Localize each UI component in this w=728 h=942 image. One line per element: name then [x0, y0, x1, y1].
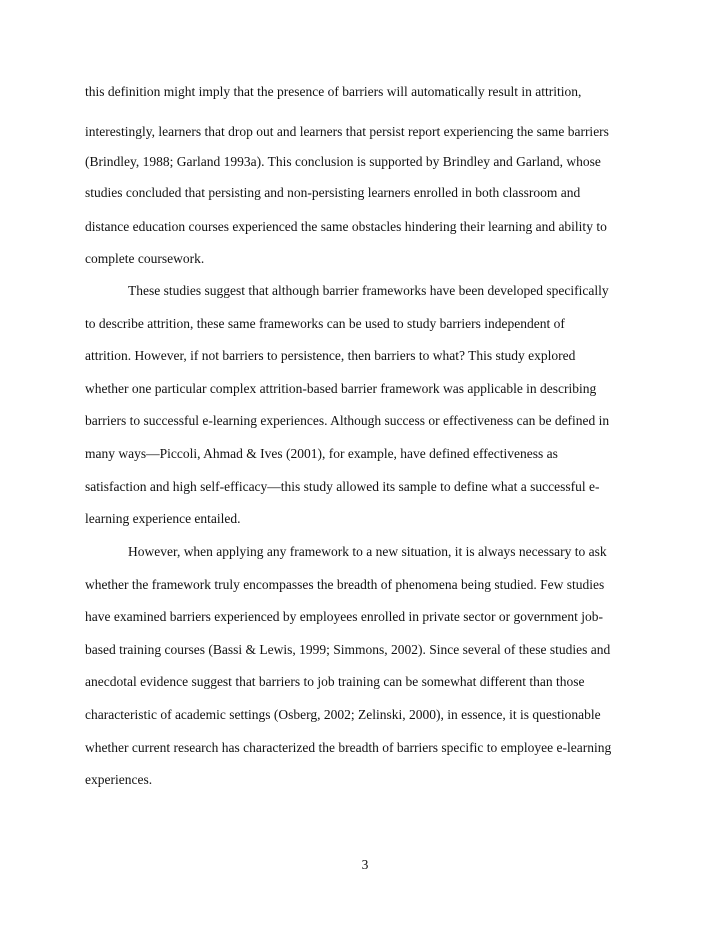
- text-line: have examined barriers experienced by employees enrolled in private sector or government job-: [85, 609, 604, 624]
- text-line: attrition. However, if not barriers to persistence, then barriers to what? This study explored: [85, 348, 576, 363]
- text-line: learning experience entailed.: [85, 511, 241, 526]
- text-line: to describe attrition, these same frameworks can be used to study barriers independent of: [85, 316, 565, 331]
- text-line: complete coursework.: [85, 251, 205, 266]
- text-line: many ways—Piccoli, Ahmad & Ives (2001), for example, have defined effectiveness as: [85, 446, 558, 461]
- paragraph-first-line: However, when applying any framework to a new situation, it is always necessary to ask: [128, 544, 607, 559]
- text-line: barriers to successful e-learning experiences. Although success or effectiveness can be defined in: [85, 413, 610, 428]
- text-line: anecdotal evidence suggest that barriers to job training can be somewhat different than those: [85, 674, 585, 689]
- text-line: whether one particular complex attrition-based barrier framework was applicable in describing: [85, 381, 597, 396]
- text-line: studies concluded that persisting and non-persisting learners enrolled in both classroom and: [85, 185, 581, 200]
- paragraph-first-line: These studies suggest that although barrier frameworks have been developed specifically: [128, 283, 609, 298]
- text-line: characteristic of academic settings (Osberg, 2002; Zelinski, 2000), in essence, it is questionable: [85, 707, 601, 722]
- text-line: satisfaction and high self-efficacy—this study allowed its sample to define what a successful e-: [85, 479, 600, 494]
- page-number: 3: [361, 857, 369, 872]
- text-line: (Brindley, 1988; Garland 1993a). This conclusion is supported by Brindley and Garland, whose: [85, 154, 601, 169]
- text-line: this definition might imply that the presence of barriers will automatically result in attrition,: [85, 84, 582, 99]
- text-line: based training courses (Bassi & Lewis, 1999; Simmons, 2002). Since several of these studies and: [85, 642, 611, 657]
- text-line: interestingly, learners that drop out and learners that persist report experiencing the same barriers: [85, 124, 609, 139]
- text-line: experiences.: [85, 772, 153, 787]
- text-line: distance education courses experienced the same obstacles hindering their learning and ability to: [85, 219, 607, 234]
- text-line: whether the framework truly encompasses the breadth of phenomena being studied. Few studies: [85, 577, 605, 592]
- text-line: whether current research has characterized the breadth of barriers specific to employee e-learning: [85, 740, 612, 755]
